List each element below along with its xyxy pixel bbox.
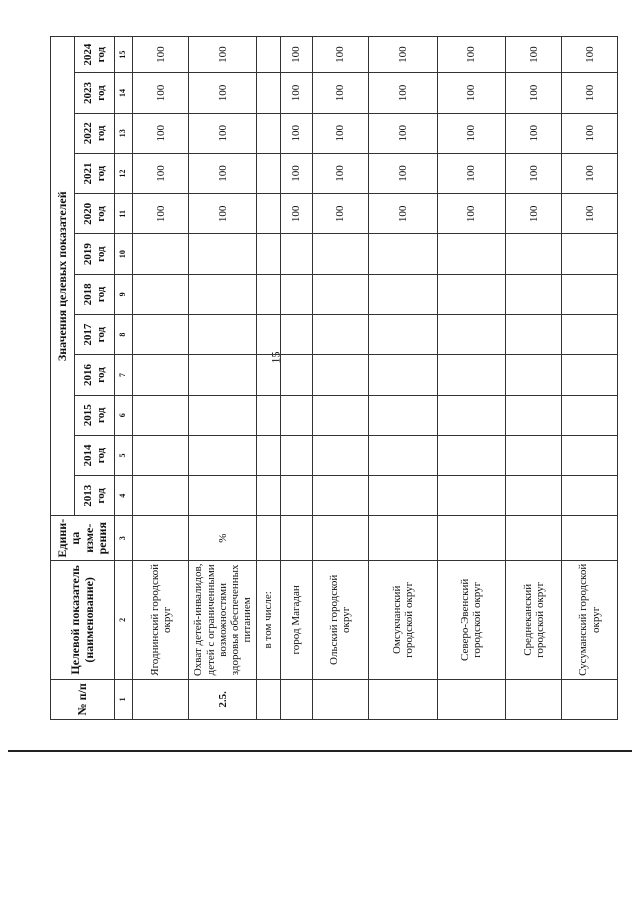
- value-cell: [562, 355, 618, 395]
- value-cell: [280, 476, 312, 516]
- column-number: 2: [115, 560, 133, 679]
- value-cell: [189, 395, 257, 435]
- column-number: 3: [115, 516, 133, 561]
- value-cell: 100: [562, 153, 618, 193]
- column-number: 9: [115, 274, 133, 314]
- value-cell: [257, 194, 281, 234]
- header-year: 2023 год: [75, 73, 115, 113]
- value-cell: [368, 274, 437, 314]
- column-number: 6: [115, 395, 133, 435]
- value-cell: 100: [313, 194, 369, 234]
- value-cell: 100: [437, 153, 506, 193]
- value-cell: [133, 395, 189, 435]
- table-row: [257, 37, 281, 720]
- value-cell: [133, 274, 189, 314]
- indicator-name: в том числе:: [257, 560, 281, 679]
- header-year: 2016 год: [75, 355, 115, 395]
- indicators-table: [50, 36, 618, 720]
- value-cell: 100: [189, 37, 257, 73]
- value-cell: [368, 395, 437, 435]
- header-year: 2024 год: [75, 37, 115, 73]
- indicator-name: Сусуманский городской округ: [562, 560, 618, 679]
- value-cell: 100: [562, 194, 618, 234]
- indicator-name: Среднеканский городской округ: [506, 560, 562, 679]
- unit-cell: %: [189, 516, 257, 561]
- value-cell: [257, 395, 281, 435]
- table-row: [280, 37, 312, 720]
- value-cell: [313, 315, 369, 355]
- header-unit: Едини-ца изме-рения: [51, 516, 115, 561]
- value-cell: [257, 153, 281, 193]
- value-cell: 100: [437, 113, 506, 153]
- row-number: [280, 679, 312, 719]
- header-year: 2015 год: [75, 395, 115, 435]
- row-number: [562, 679, 618, 719]
- value-cell: [189, 274, 257, 314]
- value-cell: 100: [368, 194, 437, 234]
- value-cell: 100: [133, 194, 189, 234]
- value-cell: [280, 435, 312, 475]
- value-cell: 100: [133, 153, 189, 193]
- unit-cell: [368, 516, 437, 561]
- value-cell: [368, 435, 437, 475]
- row-number: [313, 679, 369, 719]
- value-cell: [257, 315, 281, 355]
- table-container: [50, 36, 618, 720]
- value-cell: 100: [368, 37, 437, 73]
- value-cell: [313, 395, 369, 435]
- column-number: 1: [115, 679, 133, 719]
- table-row: [506, 37, 562, 720]
- row-number: [133, 679, 189, 719]
- value-cell: [562, 395, 618, 435]
- unit-cell: [280, 516, 312, 561]
- column-number: 7: [115, 355, 133, 395]
- column-number: 14: [115, 73, 133, 113]
- unit-cell: [257, 516, 281, 561]
- value-cell: [437, 274, 506, 314]
- value-cell: 100: [313, 73, 369, 113]
- value-cell: 100: [313, 153, 369, 193]
- value-cell: 100: [562, 37, 618, 73]
- row-number: [257, 679, 281, 719]
- value-cell: 100: [562, 113, 618, 153]
- indicator-name: Северо-Эвенский городской округ: [437, 560, 506, 679]
- value-cell: [506, 274, 562, 314]
- value-cell: [562, 315, 618, 355]
- value-cell: [189, 355, 257, 395]
- value-cell: [257, 355, 281, 395]
- header-year: 2021 год: [75, 153, 115, 193]
- header-year: 2014 год: [75, 435, 115, 475]
- column-number: 15: [115, 37, 133, 73]
- page-number: 15: [268, 351, 283, 364]
- value-cell: 100: [313, 37, 369, 73]
- value-cell: [562, 435, 618, 475]
- unit-cell: [437, 516, 506, 561]
- value-cell: 100: [437, 194, 506, 234]
- indicator-name: город Магадан: [280, 560, 312, 679]
- header-year: 2018 год: [75, 274, 115, 314]
- value-cell: [368, 476, 437, 516]
- unit-cell: [133, 516, 189, 561]
- value-cell: [313, 355, 369, 395]
- row-number: [437, 679, 506, 719]
- value-cell: [280, 234, 312, 274]
- value-cell: [280, 395, 312, 435]
- page-divider: [8, 750, 632, 752]
- value-cell: 100: [189, 194, 257, 234]
- table-row: [368, 37, 437, 720]
- column-number-row: [115, 37, 133, 720]
- value-cell: 100: [280, 37, 312, 73]
- value-cell: [189, 315, 257, 355]
- column-number: 4: [115, 476, 133, 516]
- value-cell: [506, 476, 562, 516]
- value-cell: [562, 274, 618, 314]
- value-cell: [437, 355, 506, 395]
- indicator-name: Ольский городской округ: [313, 560, 369, 679]
- value-cell: [189, 435, 257, 475]
- unit-cell: [506, 516, 562, 561]
- value-cell: [133, 315, 189, 355]
- value-cell: [257, 435, 281, 475]
- value-cell: 100: [189, 113, 257, 153]
- value-cell: [133, 355, 189, 395]
- value-cell: [133, 476, 189, 516]
- value-cell: 100: [437, 37, 506, 73]
- unit-cell: [313, 516, 369, 561]
- value-cell: [506, 435, 562, 475]
- value-cell: [257, 73, 281, 113]
- value-cell: [257, 234, 281, 274]
- header-values-group: Значения целевых показателей: [51, 37, 75, 516]
- header-year: 2022 год: [75, 113, 115, 153]
- column-number: 13: [115, 113, 133, 153]
- value-cell: 100: [133, 113, 189, 153]
- value-cell: [257, 476, 281, 516]
- row-number: 2.5.: [189, 679, 257, 719]
- value-cell: 100: [437, 73, 506, 113]
- header-year: 2013 год: [75, 476, 115, 516]
- value-cell: 100: [506, 113, 562, 153]
- indicator-name: Омсукчанский городской округ: [368, 560, 437, 679]
- value-cell: 100: [280, 153, 312, 193]
- value-cell: 100: [189, 153, 257, 193]
- table-row: [313, 37, 369, 720]
- column-number: 5: [115, 435, 133, 475]
- value-cell: 100: [280, 73, 312, 113]
- value-cell: [437, 395, 506, 435]
- column-number: 12: [115, 153, 133, 193]
- unit-cell: [562, 516, 618, 561]
- indicator-name: Ягоднинский городской округ: [133, 560, 189, 679]
- value-cell: [506, 395, 562, 435]
- table-row: [437, 37, 506, 720]
- value-cell: [437, 234, 506, 274]
- row-number: [368, 679, 437, 719]
- value-cell: 100: [368, 153, 437, 193]
- value-cell: [368, 315, 437, 355]
- value-cell: 100: [506, 73, 562, 113]
- value-cell: [313, 435, 369, 475]
- value-cell: 100: [280, 113, 312, 153]
- header-year: 2020 год: [75, 194, 115, 234]
- value-cell: [368, 355, 437, 395]
- value-cell: [562, 234, 618, 274]
- value-cell: [280, 274, 312, 314]
- value-cell: 100: [562, 73, 618, 113]
- value-cell: 100: [313, 113, 369, 153]
- value-cell: [257, 274, 281, 314]
- header-year: 2017 год: [75, 315, 115, 355]
- value-cell: 100: [280, 194, 312, 234]
- value-cell: [506, 355, 562, 395]
- value-cell: 100: [133, 37, 189, 73]
- value-cell: [133, 234, 189, 274]
- indicator-name: Охват детей-инвалидов, детей с ограниченными возможностями здоровья обеспеченных питанием: [189, 560, 257, 679]
- table-row: [189, 37, 257, 720]
- header-year: 2019 год: [75, 234, 115, 274]
- value-cell: [506, 234, 562, 274]
- value-cell: 100: [368, 113, 437, 153]
- row-number: [506, 679, 562, 719]
- value-cell: [437, 435, 506, 475]
- value-cell: [562, 476, 618, 516]
- value-cell: 100: [368, 73, 437, 113]
- value-cell: [189, 476, 257, 516]
- value-cell: [313, 274, 369, 314]
- value-cell: 100: [506, 37, 562, 73]
- column-number: 8: [115, 315, 133, 355]
- value-cell: [257, 113, 281, 153]
- value-cell: [189, 234, 257, 274]
- header-indicator: Целевой показатель (наименование): [51, 560, 115, 679]
- column-number: 10: [115, 234, 133, 274]
- value-cell: [437, 476, 506, 516]
- value-cell: [280, 355, 312, 395]
- value-cell: 100: [506, 194, 562, 234]
- value-cell: [313, 234, 369, 274]
- value-cell: [368, 234, 437, 274]
- header-num: № п/п: [51, 679, 115, 719]
- value-cell: [257, 37, 281, 73]
- value-cell: [313, 476, 369, 516]
- column-number: 11: [115, 194, 133, 234]
- value-cell: 100: [133, 73, 189, 113]
- table-row: [133, 37, 189, 720]
- value-cell: [506, 315, 562, 355]
- value-cell: [437, 315, 506, 355]
- value-cell: [280, 315, 312, 355]
- value-cell: 100: [506, 153, 562, 193]
- value-cell: [133, 435, 189, 475]
- table-row: [562, 37, 618, 720]
- value-cell: 100: [189, 73, 257, 113]
